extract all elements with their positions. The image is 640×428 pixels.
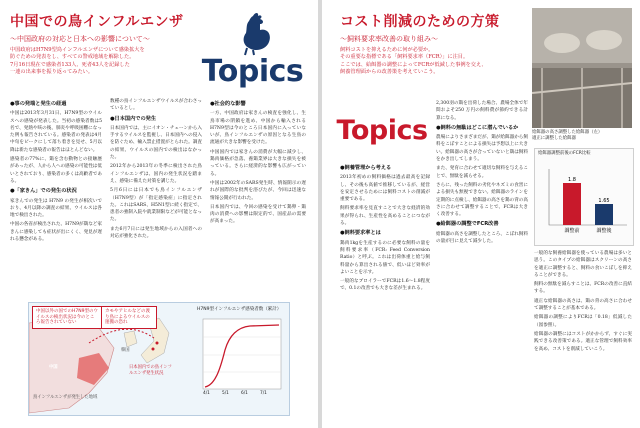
feeder-photo: [532, 8, 632, 128]
body-paragraph: 給餌器の調整にはコストがかからず、すぐに実践できる改善策である。適正な管理で飼料効率を高め、コストを削減していこう。: [534, 331, 632, 352]
left-page-subtitle: ～中国政府の対応と日本への影響について～: [10, 35, 150, 43]
body-paragraph: 中国は2002年のSARS発生時、情報開示の遅れが国際的な批判を浴びたが、今回は迅速な情報公開が行われた。: [210, 180, 306, 201]
body-paragraph: 一般的な飼養給餌器を使っている農場は多いと思う。このタイプの給餌器はスクリーンの高さを適正に調整すると、飼料の食いこぼしを抑えることができる。: [534, 251, 632, 278]
fcr-category-label: 調整前: [564, 228, 580, 234]
map-label-korea: 韓国: [121, 348, 130, 353]
fcr-chart-box: [534, 148, 634, 246]
body-paragraph: 2012年から2013年の冬季に検出された鳥インフルエンザは、国内の発生状況を踏まえ、感染に備えた対策を講じた。: [110, 164, 202, 184]
body-paragraph: 日本国内では、主にイオン・チェーンから入手するウイルスを監視し、日本国内への侵入を防ぐため、輸入禁止措置がとられた。調査の結果、ウイルスの国内での検出はなかった。: [110, 125, 202, 161]
body-paragraph: 日本国内では、今回の感染を受けて鶏卵・鶏肉の消費への影響は限定的で、国産品の需要が高まった。: [210, 204, 306, 225]
body-paragraph: 数種の鳥インフルエンザウイルスが合わさっているとし。: [110, 99, 202, 112]
body-paragraph: 農場によりさまざまだが、鶏が給餌器から飼料をこぼすことによる損失は予想以上に大きい。給餌器の高さが合っていないと鶏は飼料をかき出してしまう。: [436, 135, 528, 163]
body-paragraph: 給餌器の高さを調整したところ、こぼれ飼料の量が目に見えて減少した。: [436, 231, 528, 245]
right-lead-line: 飼料コストを抑えるために何が必要か。: [340, 47, 434, 53]
section-heading: ●飼料の無駄はどこに潜んでいるか: [436, 124, 519, 131]
fcr-chart: [535, 159, 633, 245]
body-paragraph: 中国国内では家きんの消費が大幅に減少し、鶏肉価格が急落、養鶏業界は大きな損失を被っている。さらに経済的な影響も広がっている。: [210, 149, 306, 177]
left-lead-line: 中国政府はH7N9型鳥インフルエンザについて感染拡大を: [10, 47, 145, 53]
section-heading: ●飼料要求率とは: [340, 230, 381, 237]
body-paragraph: 2,300羽の鶏を出荷した場合、農場全体で年間およそ250 万円の飼料費が節約できる計算になる。: [436, 101, 528, 121]
section-heading: ●事の発端と発生の経過: [10, 101, 67, 107]
right-page: [322, 0, 640, 428]
right-topics-logo: [336, 100, 428, 160]
body-paragraph: 家きんでの発生は H7N9 の発生が相次いでおり、4月以降の調査の結果、ウイルスは各地で検出された。: [10, 198, 102, 219]
body-paragraph: 5月6日には日本でも鳥インフルエンザ（H7N9型）が「指定感染症」に指定された。これはSARS、H5N1型に続く指定で、患者の強制入院や就業制限などが可能となった。: [110, 188, 202, 223]
right-lead: [340, 47, 530, 76]
feeder-photo-image: [532, 8, 632, 128]
map-figure: [28, 302, 290, 416]
body-paragraph: 適正な給餌器の高さは、鶏の背の高さに合わせて調整することが基本である。: [534, 298, 632, 312]
cases-chart-title: H7N9型インフルエンザ感染者数（累計）: [197, 307, 282, 312]
right-column-3: [534, 250, 632, 424]
left-topics-logo: [200, 20, 305, 95]
section-heading: ●「家きん」での発生の状況: [10, 188, 77, 195]
body-paragraph: 中国の各省が検出された、H7N9が鶏など家きんに感染しても症状が出にくく、発見が遅れる懸念がある。: [10, 222, 102, 243]
left-topics-text: Topics: [201, 54, 304, 89]
right-lead-line: その重要な指標である「飼料要求率（FCR）」に注目。: [340, 54, 469, 61]
chart-x-label: 6/1: [241, 391, 248, 396]
body-paragraph: 飼料の無駄を減らすことは、FCRの改善に直結する。: [534, 282, 632, 295]
map-label-china: 中国: [49, 365, 58, 370]
right-column-1: [340, 162, 430, 424]
chart-x-label: 7/1: [260, 391, 267, 396]
fcr-bar-value: 1.8: [568, 177, 576, 183]
body-paragraph: 一方、中国政府は家きんの検査を強化し、生鳥市場の閉鎖を進め、中国から輸入されるH7N9型は今のところ日本国内に入っていないが、鳥インフルエンザの原因となる生鳥の流通が大きな影響を受けた。: [210, 111, 306, 146]
map-callout: カモやアヒルなどの渡り鳥によるウイルスの運搬の恐れ: [101, 306, 157, 329]
right-lead-line: ここでは、給餌器の調整によってFCRが低減した事例を交え、: [340, 61, 487, 68]
body-paragraph: 鶏肉1kgを生産するのに必要な飼料の量を飼料要求率（FCR: Feed Conversion Ratio）と呼ぶ。これは出荷体重と給与飼料量から算出される値で、低いほど効率がよいことを示す。: [340, 240, 430, 275]
chart-x-label: 5/1: [222, 391, 229, 396]
fcr-bar-value: 1.65: [598, 198, 610, 204]
fcr-category-label: 調整後: [596, 228, 612, 234]
body-paragraph: また、発育に合わせて適切な飼料を与えることで、無駄を減らせる。: [436, 166, 528, 179]
section-heading: ●給餌器の調整でFCR改善: [436, 221, 499, 228]
left-lead-line: 防ぐための発表をし、すべての警戒地域を解除した。: [10, 54, 135, 61]
body-paragraph: 給餌器の調整によりFCRは「0.18」低減した（図参照）。: [534, 315, 632, 328]
map-label-area: 鳥インフルエンザが発生した地域: [33, 395, 98, 400]
right-topics-text: Topics: [336, 114, 428, 146]
rooster-icon: [233, 12, 273, 56]
body-paragraph: また6月7日には発生地域からの入国者への対応が強化された。: [110, 226, 202, 240]
map-callout: 中国以外の国でのH7N9型のウイルスの検出状況は今のところ報告されていない: [32, 306, 102, 329]
left-page-title: 中国での鳥インフルエンザ: [10, 14, 184, 30]
left-column-3: [210, 98, 306, 298]
section-heading: ●社会的な影響: [210, 101, 246, 107]
right-column-2: [436, 100, 528, 424]
photo-caption-line: 適正に調整した給餌器: [532, 135, 576, 141]
fcr-bar: [595, 204, 613, 225]
fcr-chart-title: 給餌器調整前後のFCR比較: [538, 151, 591, 156]
right-lead-line: 飼養管理面からの改善策を考えていこう。: [340, 68, 439, 75]
right-page-title: コスト削減のための方策: [340, 14, 500, 30]
body-paragraph: 飼料要求率を見直すことで大きな経済的効果が得られ、生産性を高めることにつながる。: [340, 206, 430, 227]
body-paragraph: 中国は2013年3月31日、H7N9型のウイルスへの感染が発表した。当初の感染者数は5名で、発熱や咳の後、肺炎や呼吸困難になった例も報告されている。感染者の発表は4月中旬をピークにして落ち着きを見せ、5月以降は新たな感染者の報告はほとんどない。: [10, 111, 102, 153]
left-lead-line: 7月16日現在で感染者133人、死者43人を記録した: [10, 61, 130, 68]
map-label-japan: 日本国内での鳥インフルエンザ発生状況: [129, 365, 172, 376]
fcr-bar: [563, 183, 581, 225]
body-paragraph: 感染者の77%に、鶏を含む動物との接触歴があったが、人から人への感染の可能性は低いとされており、感染者の多くは高齢者である。: [10, 157, 102, 184]
right-page-subtitle: ～飼料要求率改善の取り組み～: [340, 35, 438, 43]
body-paragraph: 一般的なブロイラーでFCRは1.6～1.8程度で、0.1の改善でも大きな差が生まれる。: [340, 279, 430, 292]
body-paragraph: さらに、残った飼料の劣化やネズミの食害による損失も無視できない。給餌器のラインを定期的に点検し、給餌器の高さを鶏の背の高さに合わせて調整することで、FCRは大きく改善する。: [436, 182, 528, 218]
right-title-block: [340, 11, 540, 44]
left-page: [0, 0, 318, 428]
body-paragraph: 2013年初めの飼料価格は過去最高を記録し、その後も高値で推移しているが、経営を安定させるためには飼料コストの削減が重要である。: [340, 175, 430, 203]
photo-caption: [532, 130, 636, 142]
left-column-2: [110, 98, 202, 298]
chart-x-label: 4/1: [203, 391, 210, 396]
section-heading: ●日本国内での発生: [110, 115, 157, 122]
photo-caption-line: 給餌器の高さ調整した給餌器（左）: [532, 130, 603, 135]
fcr-chart-axis: [549, 169, 627, 225]
left-lead: [10, 47, 185, 76]
section-heading: ●飼養管理から考える: [340, 165, 392, 171]
left-column-1: [10, 98, 102, 298]
left-lead-line: 一連の出来事を振り返ってみたい。: [10, 68, 94, 75]
